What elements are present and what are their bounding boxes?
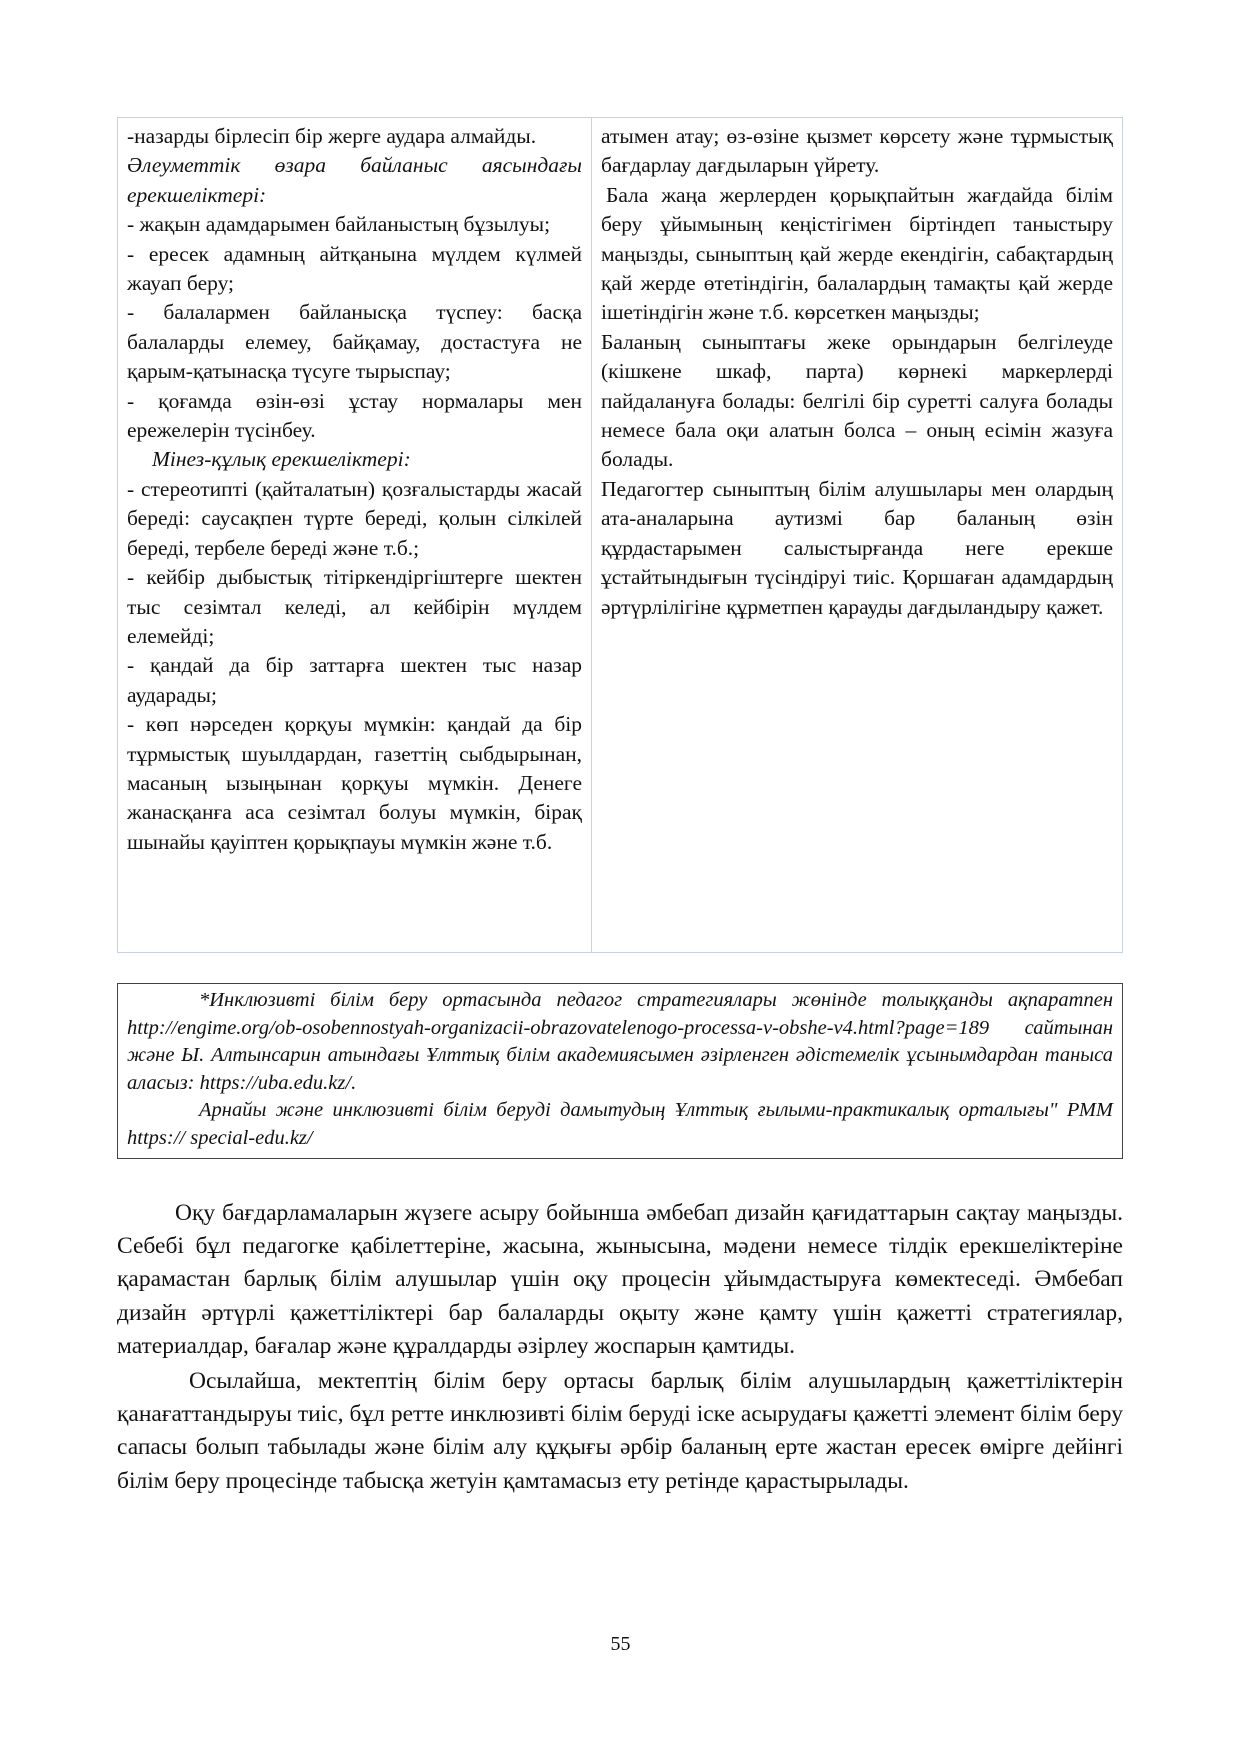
- section-heading-behavior: Мінез-құлық ерекшеліктері:: [152, 447, 411, 472]
- table-left-item: - балалармен байланысқа түспеу: басқа балаларды елемеу, байқамау, достастуға не қарым-қатынасқа түсуге тырыспау;: [127, 300, 582, 384]
- info-table: [117, 117, 1123, 953]
- table-left-item: - қоғамда өзін-өзі ұстау нормалары мен ережелерін түсінбеу.: [127, 388, 582, 443]
- table-right-column: [592, 118, 1122, 952]
- table-left-item: - көп нәрседен қорқуы мүмкін: қандай да бір тұрмыстық шуылдардан, газеттің сыбдырынан, масаның ызыңынан қорқуы мүмкін. Денеге жанасқанға аса сезімтал болуы мүмкін, бірақ шынайы қауіптен қорықпауы мүмкін және т.б.: [127, 712, 582, 854]
- table-left-item: - кейбір дыбыстық тітіркендіргіштерге шектен тыс сезімтал келеді, ал кейбірін мүлдем елемейді;: [127, 565, 582, 648]
- section-heading-social: Әлеуметтік өзара байланыс аясындағы ерекшеліктері:: [127, 153, 582, 207]
- table-right-item: атымен атау; өз-өзіне қызмет көрсету және тұрмыстық бағдарлау дағдыларын үйрету.: [601, 124, 1113, 178]
- table-left-item: - қандай да бір заттарға шектен тыс назар аударады;: [127, 653, 582, 707]
- table-right-item: Бала жаңа жерлерден қорықпайтын жағдайда білім беру ұйымының кеңістігімен біртіндеп таныстыру маңызды, сыныптың қай жерде екендігін, сабақтардың қай жерде өтетіндігін, балалардың тамақты қай жерде ішетіндігін және т.б. көрсеткен маңызды;: [601, 182, 1113, 325]
- table-left-item: - жақын адамдарымен байланыстың бұзылуы;: [127, 212, 551, 237]
- note-paragraph: Арнайы және инклюзивті білім беруді дамытудың Ұлттық ғылыми-практикалық орталығы" РММ https:// special-edu.kz/: [127, 1099, 1113, 1149]
- table-left-item: -назарды бірлесіп бір жерге аудара алмайды.: [127, 124, 537, 148]
- reference-note-box: [117, 983, 1123, 1159]
- page-number: 55: [610, 1633, 631, 1655]
- table-left-item: - ересек адамның айтқанына мүлдем күлмей жауап беру;: [127, 241, 582, 296]
- body-text: [117, 1197, 1123, 1498]
- body-paragraph: Осылайша, мектептің білім беру ортасы барлық білім алушылардың қажеттіліктерін қанағаттандыруы тиіс, бұл ретте инклюзивті білім беруді іске асырудағы қажетті элемент білім беру сапасы болып табылады және білім алу құқығы әрбір баланың ерте жастан ересек өмірге дейінгі білім беру процесінде табысқа жетуін қамтамасыз ету ретінде қарастырылады.: [117, 1368, 1123, 1494]
- table-left-column: [118, 118, 592, 952]
- body-paragraph: Оқу бағдарламаларын жүзеге асыру бойынша әмбебап дизайн қағидаттарын сақтау маңызды. Себебі бұл педагогке қабілеттеріне, жасына, жынысына, мәдени немесе тілдік ерекшеліктеріне қарамастан барлық білім алушылар үшін оқу процесін ұйымдастыруға көмектеседі. Әмбебап дизайн әртүрлі қажеттіліктері бар балаларды оқыту және қамту үшін қажетті стратегиялар, материалдар, бағалар және құралдарды әзірлеу жоспарын қамтиды.: [117, 1200, 1123, 1359]
- note-paragraph: *Инклюзивті білім беру ортасында педагог стратегиялары жөнінде толыққанды ақпаратпен http://engime.org/ob-osobennostyah-organizacii-obrazovatelenogo-processa-v-obshe-v4.html?page=189 сайтынан және Ы. Алтынсарин атындағы Ұлттық білім академиясымен әзірленген әдістемелік ұсынымдардан таныса аласыз: https://uba.edu.kz/.: [127, 989, 1113, 1094]
- table-right-item: Педагогтер сыныптың білім алушылары мен олардың ата-аналарына аутизмі бар баланың өзін құрдастарымен салыстырғанда неге ерекше ұстайтындығын түсіндіруі тиіс. Қоршаған адамдардың әртүрлілігіне құрметпен қарауды дағдыландыру қажет.: [601, 476, 1113, 619]
- table-left-item: - стереотипті (қайталатын) қозғалыстарды жасай береді: саусақпен түрте береді, қолын сілкілей береді, тербеле береді және т.б.;: [127, 476, 582, 560]
- table-right-item: Баланың сыныптағы жеке орындарын белгілеуде (кішкене шкаф, парта) көрнекі маркерлерді пайдалануға болады: белгілі бір суретті салуға болады немесе бала оқи алатын болса – оның есімін жазуға болады.: [601, 329, 1113, 472]
